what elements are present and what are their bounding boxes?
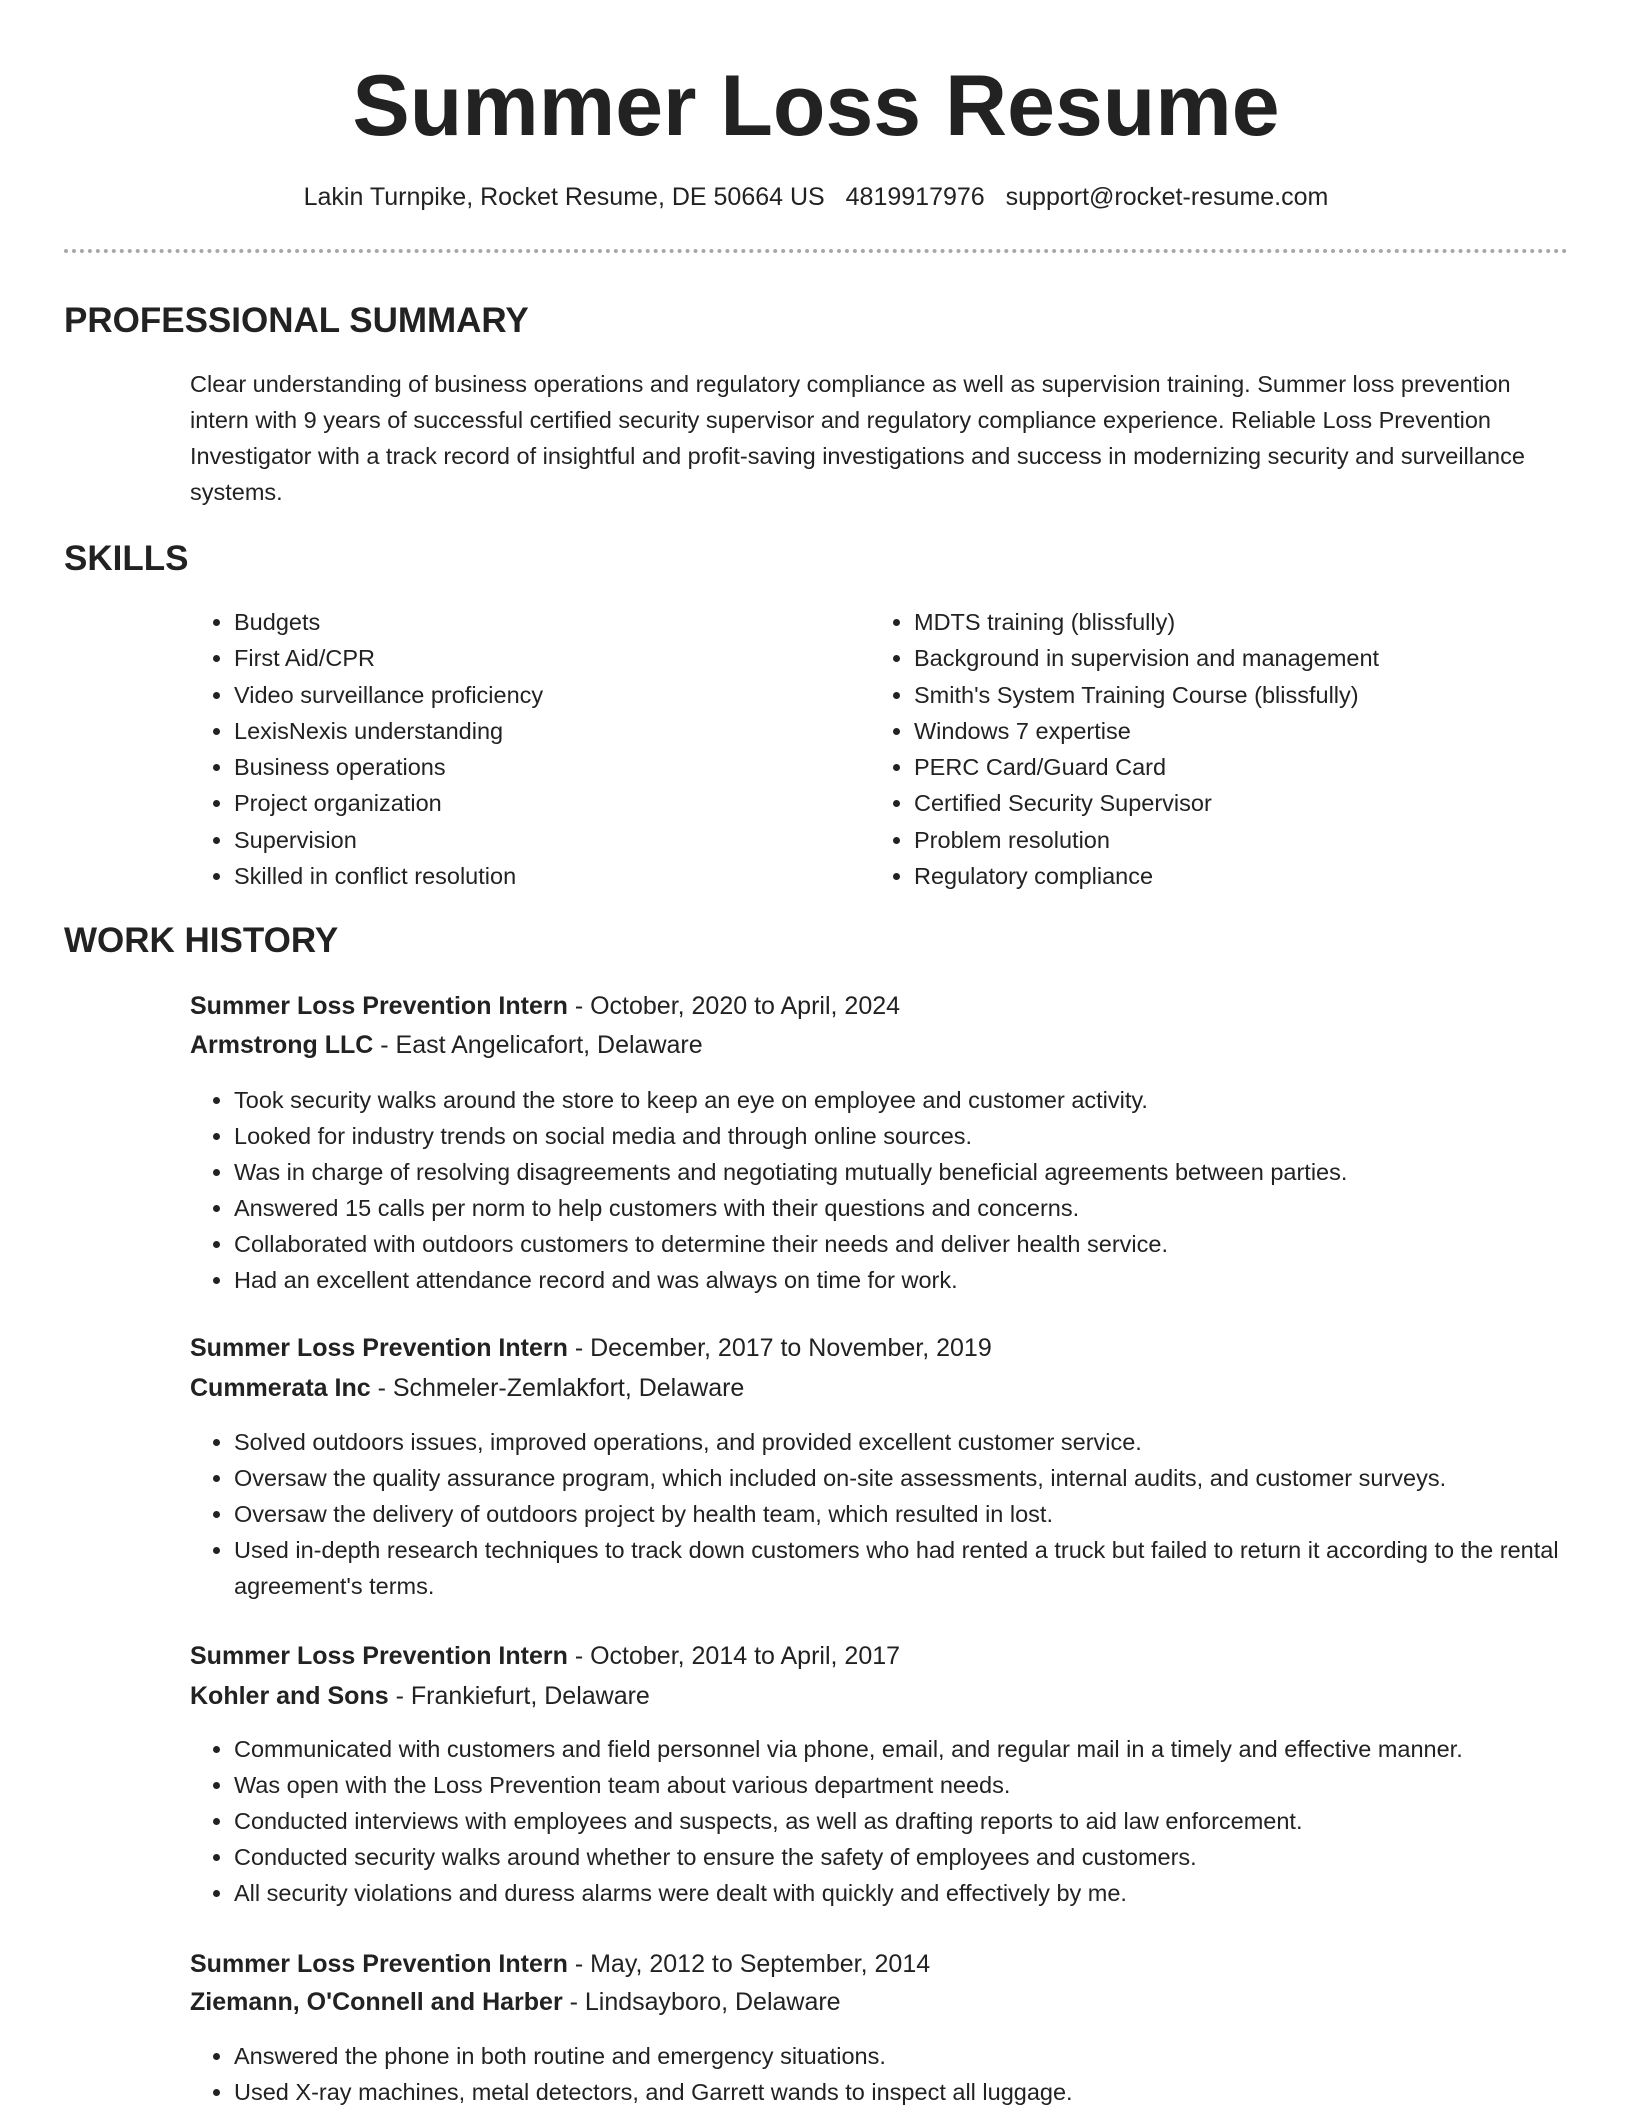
- job-bullet: • Conducted security walks around whether to ensure the safety of employees and customers.: [234, 1839, 1594, 1875]
- job-bullet: • Used in-depth research techniques to track down customers who had rented a truck but failed to return it according to the rental agreement's terms.: [234, 1532, 1594, 1604]
- contact-line: [0, 180, 1632, 214]
- job-bullets: [190, 1082, 1594, 1298]
- skill-item: • Regulatory compliance: [914, 858, 1594, 894]
- job-dates: - December, 2017 to November, 2019: [567, 1334, 992, 1362]
- job-company-line: [190, 1370, 744, 1406]
- job-position: Summer Loss Prevention Intern: [190, 992, 568, 1020]
- job-title-line: [190, 988, 900, 1024]
- job-bullets: [190, 1424, 1594, 1604]
- skill-item: • Windows 7 expertise: [914, 713, 1594, 749]
- job-dates: - May, 2012 to September, 2014: [567, 1950, 931, 1978]
- job-company: Cummerata Inc: [190, 1374, 371, 1402]
- skills-list-right: [870, 604, 1594, 894]
- skill-item: • PERC Card/Guard Card: [914, 749, 1594, 785]
- job-company-line: [190, 1678, 650, 1714]
- job-bullet: • Collaborated with outdoors customers to determine their needs and deliver health service.: [234, 1226, 1594, 1262]
- job-bullet: • Took security walks around the store to keep an eye on employee and customer activity.: [234, 1082, 1594, 1118]
- skills-heading: SKILLS: [64, 539, 189, 578]
- skill-item: • First Aid/CPR: [234, 640, 854, 676]
- job-bullet: • Answered the phone in both routine and emergency situations.: [234, 2038, 1594, 2074]
- job-bullet: • Looked for industry trends on social media and through online sources.: [234, 1118, 1594, 1154]
- job-location: - East Angelicafort, Delaware: [373, 1031, 703, 1059]
- skill-item: • Project organization: [234, 785, 854, 821]
- contact-phone: 4819917976: [845, 183, 985, 211]
- skill-item: • Certified Security Supervisor: [914, 785, 1594, 821]
- job-title-line: [190, 1330, 992, 1366]
- summary-heading: PROFESSIONAL SUMMARY: [64, 301, 529, 340]
- resume-name: Summer Loss Resume: [352, 58, 1280, 154]
- skill-item: • Budgets: [234, 604, 854, 640]
- job-bullet: • Was open with the Loss Prevention team about various department needs.: [234, 1767, 1594, 1803]
- job-bullet: • Was in charge of resolving disagreements and negotiating mutually beneficial agreements between parties.: [234, 1154, 1594, 1190]
- skill-item: • Video surveillance proficiency: [234, 677, 854, 713]
- job-location: - Schmeler-Zemlakfort, Delaware: [370, 1374, 745, 1402]
- job-company: Ziemann, O'Connell and Harber: [190, 1988, 563, 2016]
- job-location: - Frankiefurt, Delaware: [388, 1682, 650, 1710]
- job-company-line: [190, 1984, 841, 2020]
- skill-item: • Supervision: [234, 822, 854, 858]
- job-bullet: • Conducted interviews with employees and suspects, as well as drafting reports to aid law enforcement.: [234, 1803, 1594, 1839]
- job-bullets: [190, 2038, 1594, 2110]
- skill-item: • MDTS training (blissfully): [914, 604, 1594, 640]
- job-bullet: • All security violations and duress alarms were dealt with quickly and effectively by me.: [234, 1875, 1594, 1911]
- job-position: Summer Loss Prevention Intern: [190, 1642, 568, 1670]
- job-title-line: [190, 1638, 900, 1674]
- skill-item: • LexisNexis understanding: [234, 713, 854, 749]
- job-bullet: • Had an excellent attendance record and was always on time for work.: [234, 1262, 1594, 1298]
- summary-text: Clear understanding of business operations and regulatory compliance as well as supervision training. Summer loss prevention intern with 9 years of successful certified security supervisor and regulatory compliance experience. Reliable Loss Prevention Investigator with a track record of insightful and profit-saving investigations and success in modernizing security and surveillance systems.: [190, 371, 1525, 505]
- job-position: Summer Loss Prevention Intern: [190, 1334, 568, 1362]
- job-bullet: • Oversaw the delivery of outdoors project by health team, which resulted in lost.: [234, 1496, 1594, 1532]
- job-title-line: [190, 1946, 930, 1982]
- job-bullet: • Communicated with customers and field personnel via phone, email, and regular mail in a timely and effective manner.: [234, 1731, 1594, 1767]
- skill-item: • Skilled in conflict resolution: [234, 858, 854, 894]
- work-heading: WORK HISTORY: [64, 921, 339, 960]
- skill-item: • Problem resolution: [914, 822, 1594, 858]
- skill-item: • Business operations: [234, 749, 854, 785]
- job-bullet: • Answered 15 calls per norm to help customers with their questions and concerns.: [234, 1190, 1594, 1226]
- contact-address: Lakin Turnpike, Rocket Resume, DE 50664 US: [303, 183, 825, 211]
- job-dates: - October, 2020 to April, 2024: [567, 992, 901, 1020]
- contact-email: support@rocket-resume.com: [1005, 183, 1329, 211]
- header-divider: [64, 249, 1568, 253]
- skill-item: • Background in supervision and management: [914, 640, 1594, 676]
- job-bullets: [190, 1731, 1594, 1911]
- job-company-line: [190, 1027, 703, 1063]
- job-company: Armstrong LLC: [190, 1031, 374, 1059]
- skill-item: • Smith's System Training Course (blissfully): [914, 677, 1594, 713]
- job-position: Summer Loss Prevention Intern: [190, 1950, 568, 1978]
- skills-list-left: [190, 604, 854, 894]
- job-dates: - October, 2014 to April, 2017: [567, 1642, 901, 1670]
- job-bullet: • Used X-ray machines, metal detectors, and Garrett wands to inspect all luggage.: [234, 2074, 1594, 2110]
- job-bullet: • Oversaw the quality assurance program, which included on-site assessments, internal audits, and customer surveys.: [234, 1460, 1594, 1496]
- job-company: Kohler and Sons: [190, 1682, 389, 1710]
- job-bullet: • Solved outdoors issues, improved operations, and provided excellent customer service.: [234, 1424, 1594, 1460]
- job-location: - Lindsayboro, Delaware: [562, 1988, 841, 2016]
